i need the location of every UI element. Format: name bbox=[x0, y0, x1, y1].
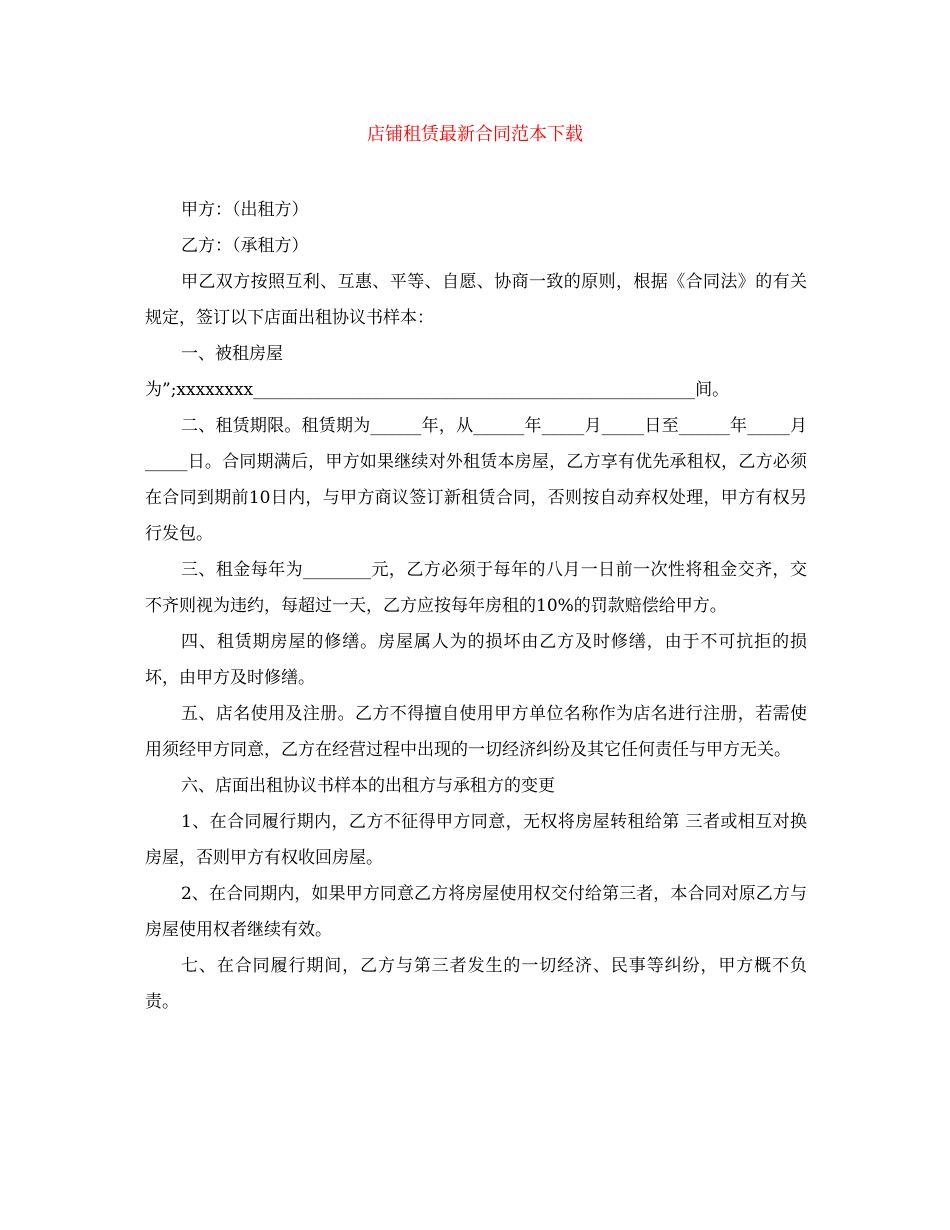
section-1-heading: 一、被租房屋 bbox=[181, 344, 283, 364]
section-6-heading: 六、店面出租协议书样本的出租方与承租方的变更 bbox=[181, 776, 555, 796]
section-3-rent: 三、租金每年为________元，乙方必须于每年的八月一日前一次性将租金交齐，交不齐则视为违约，每超过一天，乙方应按每年房租的10%的罚款赔偿给甲方。 bbox=[145, 560, 807, 616]
section-6-clause-2: 2、在合同期内，如果甲方同意乙方将房屋使用权交付给第三者，本合同对原乙方与房屋使用权者继续有效。 bbox=[145, 884, 807, 940]
document-title: 店铺租赁最新合同范本下载 bbox=[367, 124, 583, 145]
section-6-clause-1: 1、在合同履行期内，乙方不征得甲方同意，无权将房屋转租给第 三者或相互对换房屋，否则甲方有权收回房屋。 bbox=[145, 812, 807, 868]
document-body bbox=[145, 192, 807, 1020]
section-7-disputes: 七、在合同履行期间，乙方与第三者发生的一切经济、民事等纠纷，甲方概不负责。 bbox=[145, 956, 807, 1012]
preamble-paragraph: 甲乙双方按照互利、互惠、平等、自愿、协商一致的原则，根据《合同法》的有关规定，签订以下店面出租协议书样本： bbox=[145, 272, 807, 328]
section-4-repairs: 四、租赁期房屋的修缮。房屋属人为的损坏由乙方及时修缮，由于不可抗拒的损坏，由甲方及时修缮。 bbox=[145, 632, 807, 688]
party-b-line: 乙方：（承租方） bbox=[181, 236, 309, 256]
party-a-line: 甲方：（出租方） bbox=[181, 200, 309, 220]
section-1-premises-line: 为”;xxxxxxxx____________________________________________________间。 bbox=[145, 380, 730, 400]
section-5-store-name: 五、店名使用及注册。乙方不得擅自使用甲方单位名称作为店名进行注册，若需使用须经甲方同意，乙方在经营过程中出现的一切经济纠纷及其它任何责任与甲方无关。 bbox=[145, 704, 807, 760]
section-2-lease-term: 二、租赁期限。租赁期为______年，从______年_____月_____日至______年_____月_____日。合同期满后，甲方如果继续对外租赁本房屋，乙方享有优先承租权，乙方必须在合同到期前10日内，与甲方商议签订新租赁合同，否则按自动弃权处理，甲方有权另行发包。 bbox=[145, 416, 807, 544]
